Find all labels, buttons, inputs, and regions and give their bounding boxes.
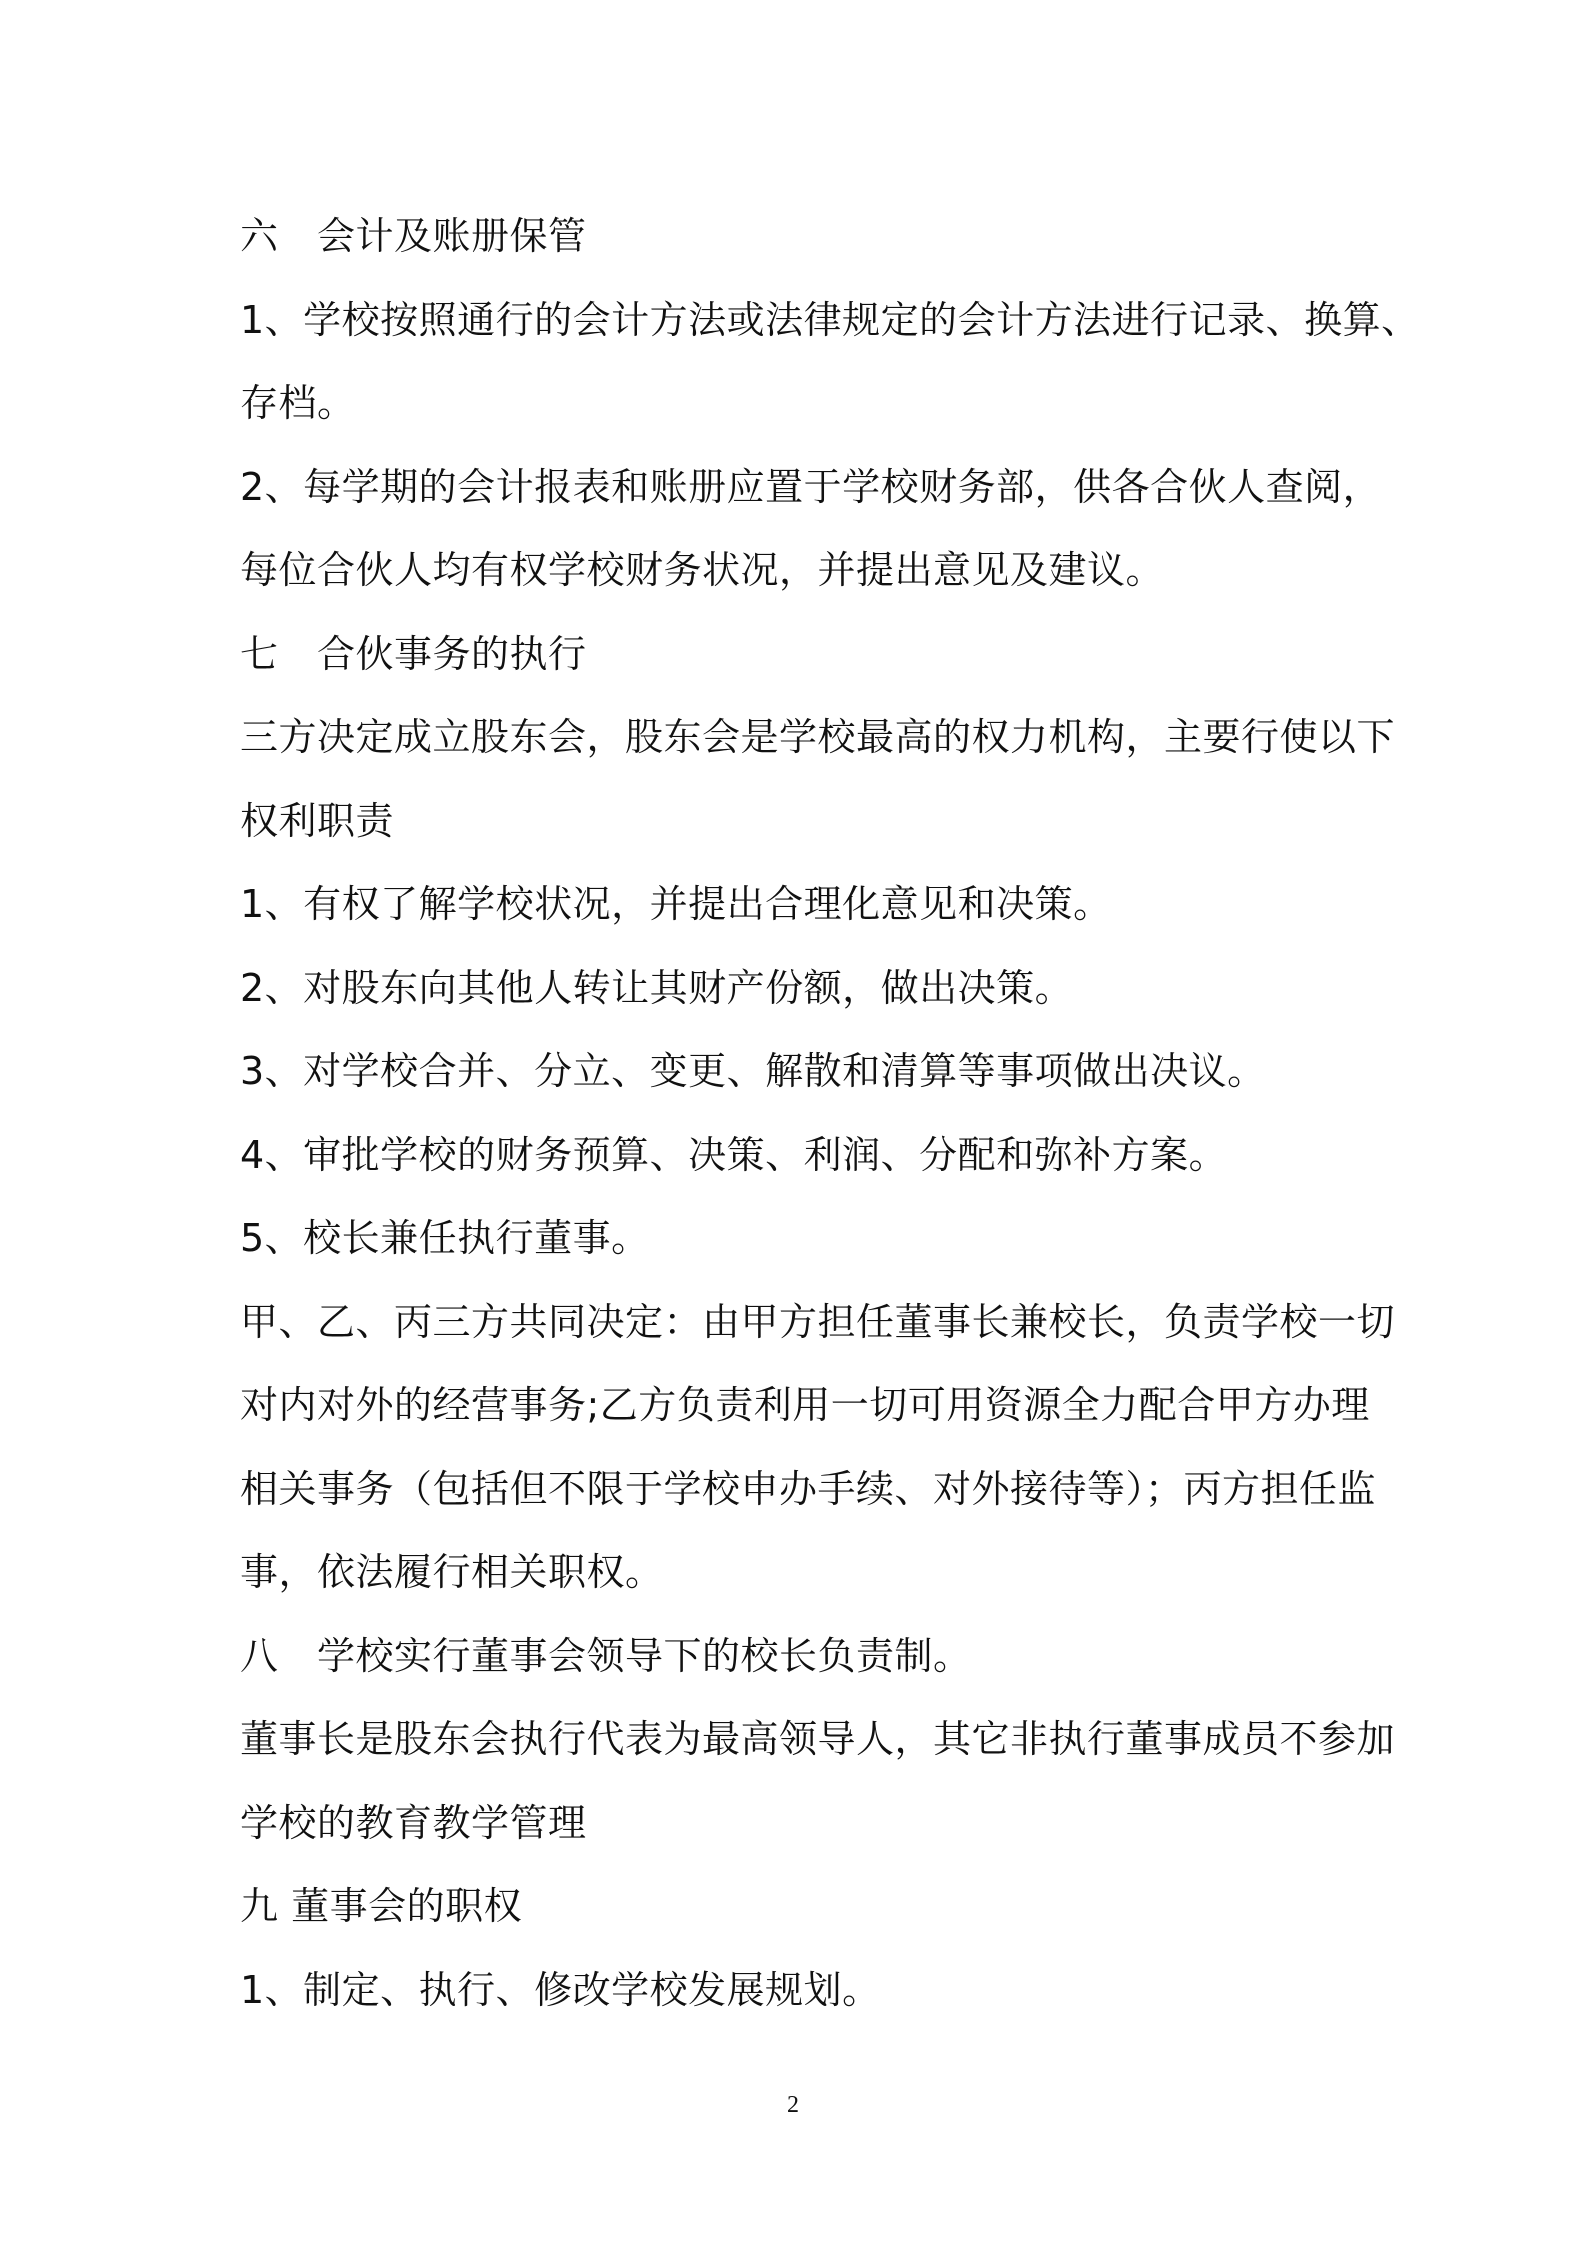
list-item: 1、制定、执行、修改学校发展规划。	[240, 1967, 881, 2012]
section-heading-principal-responsibility: 八 学校实行董事会领导下的校长负责制。	[240, 1633, 972, 1678]
section-heading-board-powers: 九 董事会的职权	[240, 1884, 523, 1928]
document-body	[240, 195, 1420, 2032]
list-item: 4、审批学校的财务预算、决策、利润、分配和弥补方案。	[240, 1132, 1228, 1177]
paragraph-line: 1、学校按照通行的会计方法或法律规定的会计方法进行记录、换算、	[240, 297, 1420, 342]
paragraph-line: 学校的教育教学管理	[240, 1800, 587, 1845]
list-item: 2、对股东向其他人转让其财产份额，做出决策。	[240, 965, 1074, 1010]
paragraph-line: 董事长是股东会执行代表为最高领导人，其它非执行董事成员不参加	[240, 1717, 1396, 1761]
page-number: 2	[787, 2092, 799, 2118]
list-item: 1、有权了解学校状况，并提出合理化意见和决策。	[240, 882, 1112, 926]
section-heading-partnership-affairs: 七 合伙事务的执行	[240, 631, 587, 676]
paragraph-line: 三方决定成立股东会，股东会是学校最高的权力机构，主要行使以下	[240, 715, 1396, 759]
paragraph-line: 对内对外的经营事务;乙方负责利用一切可用资源全力配合甲方办理	[240, 1383, 1370, 1427]
paragraph-line: 2、每学期的会计报表和账册应置于学校财务部，供各合伙人查阅，	[240, 464, 1382, 509]
list-item: 3、对学校合并、分立、变更、解散和清算等事项做出决议。	[240, 1049, 1266, 1093]
paragraph-line: 相关事务（包括但不限于学校申办手续、对外接待等）；丙方担任监	[240, 1466, 1377, 1511]
list-item: 5、校长兼任执行董事。	[240, 1216, 650, 1260]
paragraph-line: 每位合伙人均有权学校财务状况，并提出意见及建议。	[240, 548, 1165, 592]
paragraph-line: 存档。	[240, 381, 356, 425]
paragraph-line: 事，依法履行相关职权。	[240, 1550, 664, 1594]
paragraph-line: 甲、乙、丙三方共同决定：由甲方担任董事长兼校长，负责学校一切	[240, 1299, 1396, 1344]
section-heading-accounting: 六 会计及账册保管	[240, 214, 587, 258]
paragraph-line: 权利职责	[240, 798, 395, 843]
